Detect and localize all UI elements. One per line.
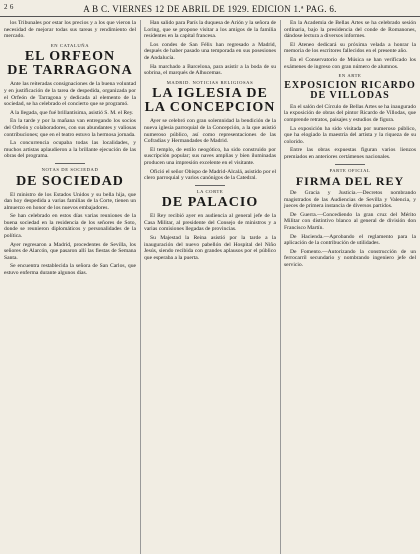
column-2 <box>140 20 276 554</box>
paragraph: Se encuentra restablecida la señora de San Carlos, que estuvo enferma durante algunos días. <box>4 263 136 277</box>
paragraph: Se han celebrado en estos días varias reuniones de la buena sociedad en la residencia de los señores de Soto, donde se reunieron diplomáticos y personalidades de la política. <box>4 213 136 240</box>
headline-palacio: DE PALACIO <box>161 195 259 211</box>
divider <box>335 164 365 165</box>
paragraph: La exposición ha sido visitada por numeroso público, que ha elogiado la maestría del artista y la riqueza de su colorido. <box>284 125 416 145</box>
paragraph: Ayer se celebró con gran solemnidad la bendición de la nueva iglesia parroquial de la Concepción, a la que asistió numeroso público, así como representaciones de las Cofradías y Hermandades de Madrid. <box>144 118 276 145</box>
paragraph: En la tarde y por la mañana van entregando los socios del Orfeón y colaboradores, con sus abundantes y valiosas contribuciones; que en el teatro estuvo la hermosa jornada. <box>4 118 136 138</box>
paragraph: El Rey recibió ayer en audiencia al general jefe de la Casa Militar, al presidente del Consejo de ministros y a varias comisiones llegadas de provincias. <box>144 213 276 233</box>
section-label: PARTE OFICIAL <box>329 167 371 173</box>
paragraph: De Hacienda.—Aprobando el reglamento para la aplicación de la contribución de utilidades. <box>284 233 416 247</box>
paragraph: La concurrencia ocupaba todas las localidades, y muchos artistas aplaudieron a la brillante ejecución de las obras del programa. <box>4 140 136 160</box>
divider <box>55 163 85 164</box>
divider <box>195 185 225 186</box>
paragraph: Entre las obras expuestas figuran varios lienzos premiados en anteriores certámenes nacionales. <box>284 147 416 160</box>
headline-exposicion <box>284 81 416 101</box>
paragraph: Su Majestad la Reina asistió por la tarde a la inauguración del nuevo pabellón del Hospital del Niño Jesús, siendo recibida con grandes aplausos por el público que esperaba a la puerta. <box>144 235 276 261</box>
section-label: NOTAS DE SOCIEDAD <box>41 166 99 172</box>
headline-line: DE VILLODAS <box>310 89 390 101</box>
section-label: EN CATALUÑA <box>50 42 90 48</box>
headline-sociedad: DE SOCIEDAD <box>16 173 124 189</box>
article-intro: los Tribunales por estar los precios y a los que vieron la necesidad de mejorar todas sus tareas y rendimiento del mercado. <box>4 20 136 40</box>
paragraph: En la Academia de Bellas Artes se ha celebrado sesión ordinaria, bajo la presidencia del conde de Romanones, dándose lectura a diversos informes. <box>284 20 416 40</box>
paragraph: Han salido para París la duquesa de Arión y la señora de Loring, que se propone visitar a los amigos de la familia residentes en la capital francesa. <box>144 20 276 40</box>
headline-line: LA IGLESIA DE <box>152 86 268 102</box>
paragraph: A la llegada, que fué brillantísima, asistió S. M. el Rey. <box>10 109 134 116</box>
column-3 <box>280 20 416 554</box>
paragraph: Ofició el señor Obispo de Madrid-Alcalá, asistido por el clero parroquial y varios canónigos de la Catedral. <box>144 168 276 182</box>
headline-line: DE TARRAGONA <box>7 63 133 79</box>
paragraph: De Gracia y Justicia.—Decretos nombrando magistrados de las Audiencias de Sevilla y Valencia, y jueces de primera instancia de diversos partidos. <box>284 190 416 210</box>
page-header <box>0 2 420 17</box>
paragraph: Ha marchado a Barcelona, para asistir a la boda de su sobrina, el marqués de Alhucemas. <box>144 63 276 77</box>
masthead: A B C. VIERNES 12 DE ABRIL DE 1929. EDICION 1.ª PAG. 6. <box>83 4 337 14</box>
headline-line: EL ORFEON <box>24 49 116 65</box>
paragraph: En el Conservatorio de Música se han verificado los exámenes de ingreso con gran número de alumnos. <box>284 56 416 70</box>
paragraph: Los condes de San Félix han regresado a Madrid, después de haber pasado una temporada en sus posesiones de Andalucía. <box>144 41 276 61</box>
headline-iglesia <box>144 87 276 115</box>
headline-line: EXPOSICION RICARDO <box>284 79 416 91</box>
paragraph: De Guerra.—Concediendo la gran cruz del Mérito Militar con distintivo blanco al general de división don Francisco Martín. <box>284 211 416 232</box>
headline-line: LA CONCEPCION <box>144 100 276 116</box>
paragraph: En el salón del Círculo de Bellas Artes se ha inaugurado la exposición de obras del pintor Ricardo de Villodas, que comprende retratos, paisajes y estudios de figura. <box>284 103 416 123</box>
paragraph: De Fomento.—Autorizando la construcción de un ferrocarril secundario y nombrando ingeniero jefe del servicio. <box>284 248 416 269</box>
paragraph: Ante las reiteradas consignaciones de la buena voluntad y en justificación de la tarea de despedida, organizada por el Orfeón de Tarragona y dedicada al elemento de la sociedad, se ha celebrado el concierto que se programó. <box>4 81 136 108</box>
paragraph: El Ateneo dedicará su próxima velada a honrar la memoria de los escritores fallecidos en el presente año. <box>284 41 416 55</box>
paragraph: El ministro de los Estados Unidos y su bella hija, que dan hoy despedida a varias familias de la Corte, tienen un almuerzo en honor de los nuevos embajadores. <box>4 191 136 211</box>
column-1 <box>4 20 136 554</box>
headline-firma: FIRMA DEL REY <box>295 174 405 189</box>
columns <box>4 20 416 554</box>
section-label: EN ARTE <box>338 73 362 79</box>
folio: 2 6 <box>4 3 14 11</box>
paragraph: Ayer regresaron a Madrid, procedentes de Sevilla, los señores de Alarcón, que pasaron allí las fiestas de Semana Santa. <box>4 241 136 261</box>
section-label: MADRID. NOTICIAS RELIGIOSAS <box>166 79 254 85</box>
section-label: LA CORTE <box>196 188 224 194</box>
headline-orfeon <box>4 50 136 78</box>
paragraph: El templo, de estilo neogótico, ha sido construido por suscripción popular; sus naves amplias y bien iluminadas producen una impresión excelente en el visitante. <box>144 146 276 166</box>
